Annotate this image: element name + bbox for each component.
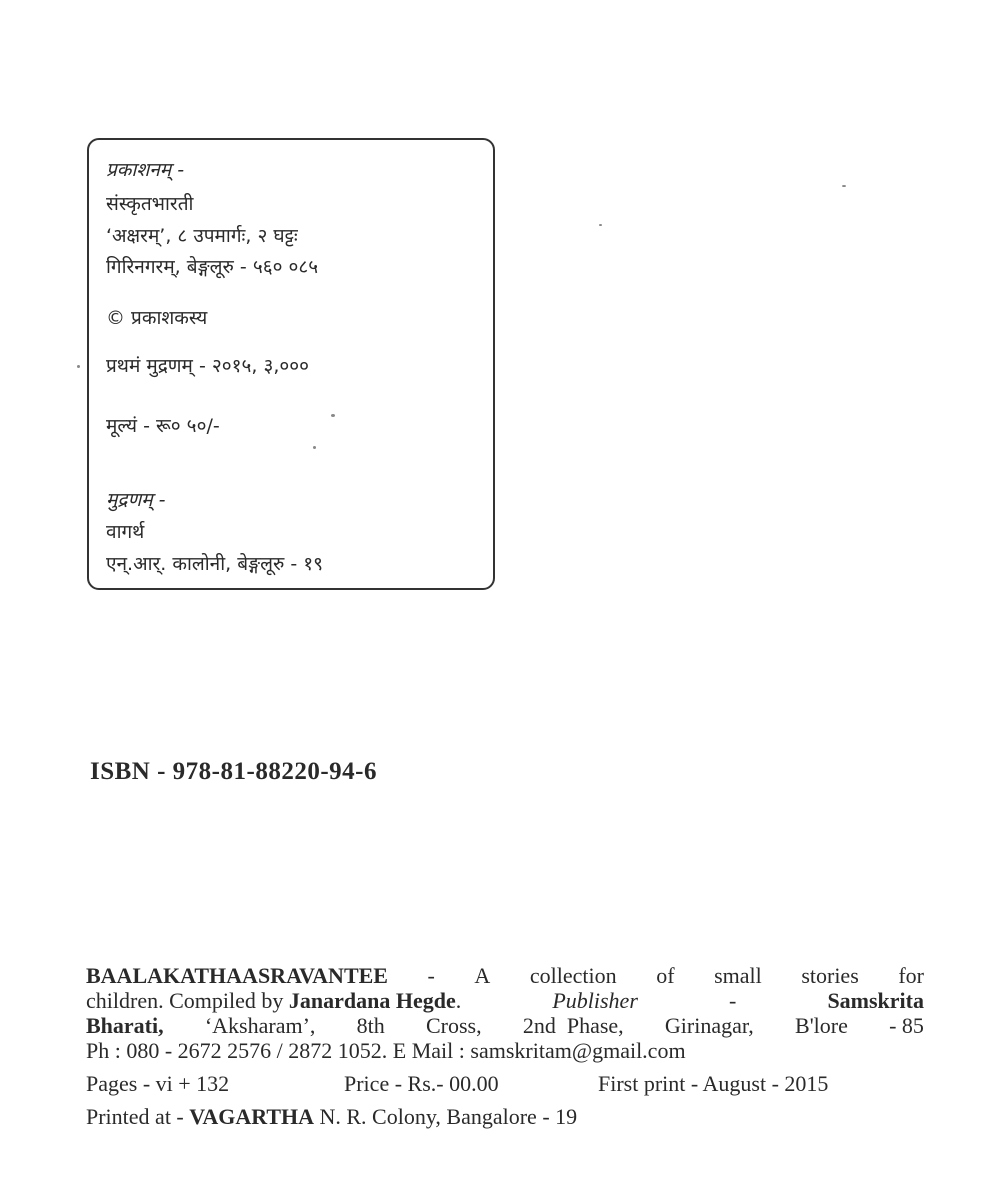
colophon-line-1	[86, 963, 924, 988]
print-speck	[77, 365, 80, 368]
compiler-name: Janardana Hegde	[288, 988, 456, 1013]
colophon-word: A	[474, 963, 491, 988]
contact-line: Ph : 080 - 2672 2576 / 2872 1052. E Mail : samskritam@gmail.com	[86, 1038, 686, 1063]
colophon-word: of	[656, 963, 675, 988]
colophon-word: B'lore	[795, 1013, 848, 1038]
colophon-word: Girinagar,	[664, 1013, 754, 1038]
printer-address-en: N. R. Colony, Bangalore - 19	[319, 1104, 578, 1129]
publication-label: प्रकाशनम् -	[106, 159, 185, 181]
printer-name: वागर्थ	[106, 521, 145, 543]
publisher-address-line1: ‘अक्षरम्’, ८ उपमार्गः, २ घट्टः	[106, 225, 298, 247]
isbn: ISBN - 978-81-88220-94-6	[90, 758, 377, 785]
colophon-word: -	[427, 963, 435, 988]
publisher-name-en: Samskrita	[827, 988, 924, 1013]
publisher-address-line2: गिरिनगरम्, बेङ्गलूरु - ५६० ०८५	[106, 256, 319, 278]
printed-at-row	[86, 1104, 577, 1130]
colophon-word: -	[729, 988, 737, 1013]
print-speck	[331, 414, 335, 417]
colophon	[86, 963, 924, 1063]
printed-at-label: Printed at -	[86, 1104, 184, 1129]
price-en: Price - Rs.- 00.00	[344, 1071, 499, 1096]
printing-label: मुद्रणम् -	[106, 489, 166, 511]
colophon-line-3	[86, 1013, 924, 1038]
first-edition: प्रथमं मुद्रणम् - २०१५, ३,०००	[106, 355, 309, 377]
colophon-word: small	[714, 963, 762, 988]
print-speck	[842, 185, 846, 187]
colophon-word: - 85	[889, 1013, 924, 1038]
colophon-word: 2nd Phase,	[522, 1013, 624, 1038]
price: मूल्यं - रू० ५०/-	[106, 415, 220, 437]
print-speck	[599, 224, 602, 226]
colophon-word: ‘Aksharam’,	[204, 1013, 316, 1038]
imprint-box	[87, 138, 495, 590]
colophon-word: 8th	[356, 1013, 385, 1038]
colophon-word: collection	[529, 963, 617, 988]
colophon-word: stories	[801, 963, 859, 988]
printer-address: एन्.आर्. कालोनी, बेङ्गलूरु - १९	[106, 553, 324, 575]
publisher-name-en-2: Bharati,	[86, 1013, 164, 1038]
print-speck	[313, 446, 316, 449]
colophon-word: .	[455, 988, 462, 1013]
colophon-word: Cross,	[425, 1013, 482, 1038]
page-count: Pages - vi + 132	[86, 1071, 230, 1096]
colophon-line-2	[86, 988, 924, 1013]
printer-name-en: VAGARTHA	[189, 1104, 314, 1129]
publisher-name: संस्कृतभारती	[106, 193, 194, 215]
copyright-notice: © प्रकाशकस्य	[106, 307, 208, 329]
publisher-label: Publisher	[552, 988, 638, 1013]
first-print: First print - August - 2015	[598, 1071, 829, 1096]
colophon-text	[86, 988, 461, 1013]
colophon-word: for	[898, 963, 924, 988]
colophon-word: children. Compiled by	[86, 988, 284, 1013]
book-title: BAALAKATHAASRAVANTEE	[86, 963, 388, 988]
